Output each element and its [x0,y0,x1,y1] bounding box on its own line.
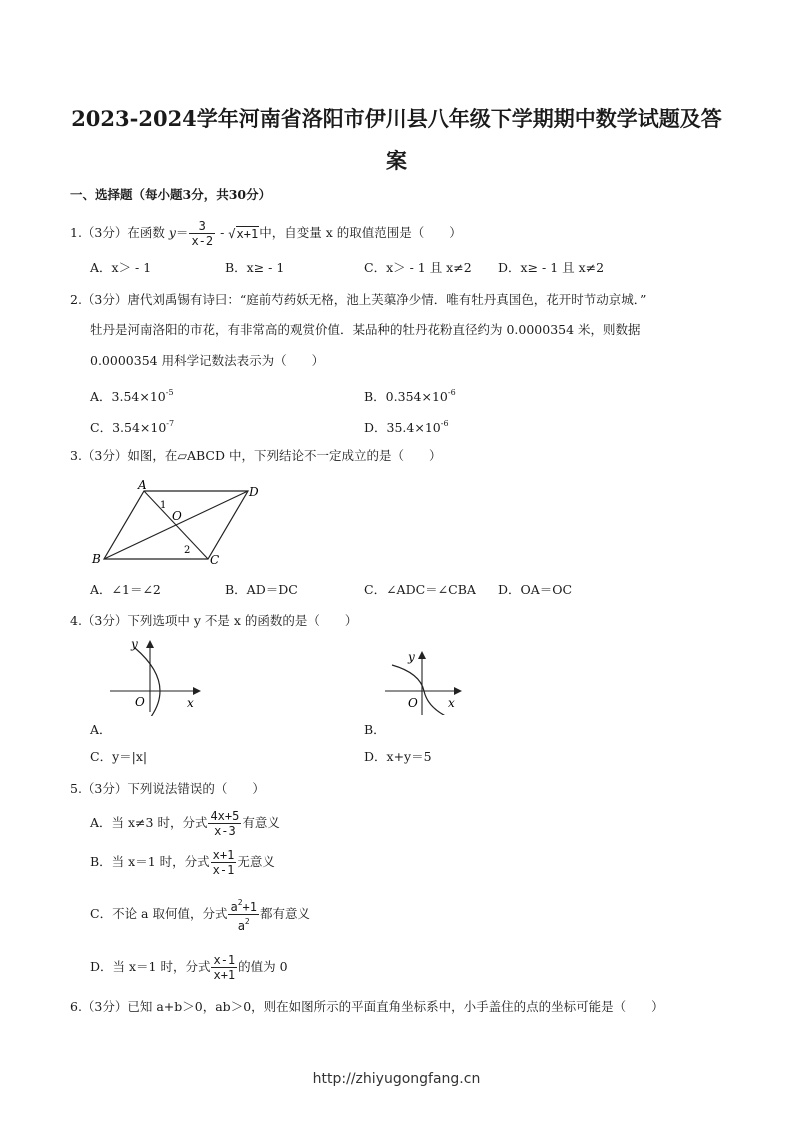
q1-sqrt-radicand: x+1 [236,226,259,241]
diagonal-bd [104,491,248,559]
q5-option-d-denominator: x+1 [213,968,236,982]
q1-minus: - [216,225,229,240]
q2-option-c [90,415,174,437]
q2-option-b [364,384,456,406]
q5-c-den-base: a [237,919,245,933]
q3-option-b: B．AD＝DC [225,582,298,597]
q5-option-d-prefix: D．当 x＝1 时，分式 [90,959,211,974]
graph-a-y-label: y [131,637,138,651]
q1-option-b: B．x≥ - 1 [225,260,285,275]
q1-sqrt [228,225,259,243]
q5-option-c-numerator [228,896,259,914]
graph-a-y-arrow-icon [146,640,154,648]
vertex-label-a: A [138,478,147,492]
q4-option-c: C．y＝|x| [90,749,148,764]
footer-url: http://zhiyugongfang.cn [312,1071,481,1087]
q4-option-d: D．x+y＝5 [364,749,432,764]
q1-option-d: D．x≥ - 1 且 x≠2 [498,260,605,275]
q1-fraction [189,219,215,248]
vertex-label-c: C [210,553,220,567]
center-label-o: O [172,509,182,523]
q2-option-c-exponent: -7 [166,419,175,428]
q1-option-a: A．x＞ - 1 [90,260,152,275]
q5-option-c-suffix: 都有意义 [259,906,310,921]
q5-option-c-denominator [228,914,259,933]
q2-option-a-exponent: -5 [165,388,174,397]
q3-option-a: A．∠1＝∠2 [90,582,161,597]
question-2-line3: 0.0000354 用科学记数法表示为（ ） [90,353,325,368]
q2-option-a [90,384,174,406]
q2-option-a-base: A．3.54×10 [90,389,166,404]
q5-option-c-prefix: C．不论 a 取何值，分式 [90,906,228,921]
q5-option-d-fraction [211,953,237,982]
q3-option-d: D．OA＝OC [498,582,573,597]
vertex-label-d: D [249,485,259,499]
q5-option-a-fraction [208,809,241,838]
graph-a-x-arrow-icon [193,687,201,695]
q5-option-b-numerator: x+1 [212,848,235,862]
q2-option-b-exponent: -6 [447,388,456,397]
q2-option-c-base: C．3.54×10 [90,420,167,435]
q2-option-d-base: D．35.4×10 [364,420,441,435]
sqrt-icon: √ [228,226,236,241]
q3-option-c: C．∠ADC＝∠CBA [364,582,476,597]
graph-b-y-label: y [408,650,415,664]
q2-option-b-base: B．0.354×10 [364,389,448,404]
graph-b [380,645,470,715]
graph-b-x-label: x [448,696,455,710]
angle-label-1: 1 [160,500,167,511]
q1-suffix: 中，自变量 x 的取值范围是（ ） [259,225,462,240]
q1-equals: ＝ [175,225,189,240]
q5-option-b-prefix: B．当 x＝1 时，分式 [90,854,210,869]
q5-option-a-prefix: A．当 x≠3 时，分式 [90,815,208,830]
question-5-stem: 5.（3分）下列说法错误的（ ） [70,781,265,796]
question-1-stem [70,219,462,248]
page-title-line1: 2023-2024学年河南省洛阳市伊川县八年级下学期期中数学试题及答 [71,106,722,131]
q5-option-b-denominator: x-1 [212,863,235,877]
q5-option-d [90,951,288,983]
graph-a [105,636,210,716]
graph-a-x-label: x [187,696,194,710]
q5-c-den-exponent: 2 [244,917,250,926]
vertex-label-b: B [92,552,101,566]
q1-fraction-denominator: x-2 [191,234,214,248]
q5-option-b-suffix: 无意义 [237,854,275,869]
q5-option-a-denominator: x-3 [208,823,241,838]
q5-option-c [90,894,310,934]
q5-c-num-rest: +1 [242,900,257,914]
angle-label-2: 2 [184,545,191,556]
q5-option-d-numerator: x-1 [213,953,236,967]
graph-b-origin-label: O [408,696,418,710]
graph-b-x-arrow-icon [454,687,462,695]
q5-option-b-fraction [211,848,237,877]
q2-option-d-exponent: -6 [440,419,449,428]
question-2-line1: 2.（3分）唐代刘禹锡有诗曰：“庭前芍药妖无格，池上芙蕖净少情．唯有牡丹真国色，花开时节动京城．” [70,292,647,307]
q2-option-d [364,415,449,437]
question-4-stem: 4.（3分）下列选项中 y 不是 x 的函数的是（ ） [70,613,358,628]
q1-prefix: 1.（3分）在函数 [70,225,169,240]
question-2-line2: 牡丹是河南洛阳的市花，有非常高的观赏价值．某品种的牡丹花粉直径约为 0.0000354 米，则数据 [90,322,641,337]
section-heading: 一、选择题（每小题3分，共30分） [70,187,272,202]
q5-option-a [90,807,280,839]
q5-option-c-fraction [228,896,259,933]
q1-var-y: y [168,225,176,240]
graph-b-y-arrow-icon [418,651,426,659]
question-6-stem: 6.（3分）已知 a+b＞0，ab＞0，则在如图所示的平面直角坐标系中，小手盖住的点的坐标可能是（ ） [70,999,664,1014]
q1-option-c: C．x＞ - 1 且 x≠2 [364,260,472,275]
q5-c-num-exponent: 2 [237,898,243,907]
parallelogram-figure [88,475,273,575]
page-title-line2: 案 [386,148,407,173]
graph-a-origin-label: O [135,695,145,709]
q4-option-b: B． [364,722,386,737]
q5-option-d-suffix: 的值为 0 [238,959,288,974]
q5-option-b [90,846,275,878]
q5-option-a-suffix: 有意义 [242,815,280,830]
q1-fraction-numerator: 3 [198,219,206,233]
q5-option-a-numerator: 4x+5 [210,809,240,823]
q5-c-num-base: a [230,900,238,914]
question-3-stem: 3.（3分）如图，在▱ABCD 中，下列结论不一定成立的是（ ） [70,448,442,463]
q4-option-a: A． [90,722,112,737]
